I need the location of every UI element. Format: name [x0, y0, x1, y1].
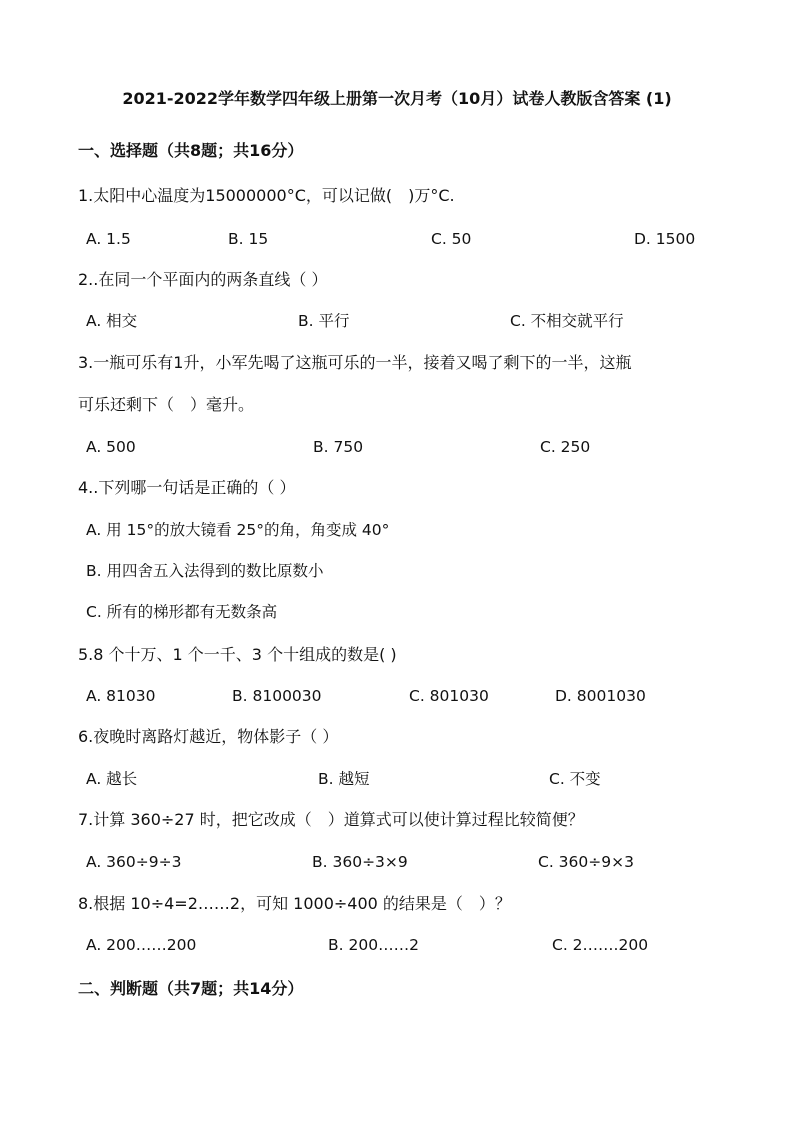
- q5-option-a[interactable]: A. 81030: [86, 687, 156, 705]
- q5-option-d[interactable]: D. 8001030: [555, 687, 646, 705]
- question-3: 3.一瓶可乐有1升，小军先喝了这瓶可乐的一半，接着又喝了剩下的一半，这瓶: [78, 353, 632, 372]
- q5-option-b[interactable]: B. 8100030: [232, 687, 322, 705]
- q7-option-c[interactable]: C. 360÷9×3: [538, 853, 634, 871]
- q1-option-a[interactable]: A. 1.5: [86, 230, 131, 248]
- question-7: 7.计算 360÷27 时，把它改成（ ）道算式可以使计算过程比较简便？: [78, 810, 584, 829]
- q4-option-b[interactable]: B. 用四舍五入法得到的数比原数小: [86, 562, 324, 580]
- question-2: 2..在同一个平面内的两条直线（ ）: [78, 270, 328, 289]
- question-6: 6.夜晚时离路灯越近，物体影子（ ）: [78, 727, 339, 746]
- section-heading-choice: 一、选择题（共8题；共16分）: [78, 141, 304, 160]
- q8-option-a[interactable]: A. 200……200: [86, 936, 197, 954]
- q6-option-a[interactable]: A. 越长: [86, 770, 138, 788]
- q7-option-b[interactable]: B. 360÷3×9: [312, 853, 408, 871]
- q1-option-b[interactable]: B. 15: [228, 230, 269, 248]
- q8-option-b[interactable]: B. 200……2: [328, 936, 419, 954]
- question-1: 1.太阳中心温度为15000000°C，可以记做( )万°C.: [78, 186, 455, 205]
- q4-option-a[interactable]: A. 用 15°的放大镜看 25°的角，角变成 40°: [86, 521, 390, 539]
- question-3-continued: 可乐还剩下（ ）毫升。: [78, 395, 255, 414]
- q3-option-a[interactable]: A. 500: [86, 438, 136, 456]
- q2-option-c[interactable]: C. 不相交就平行: [510, 312, 624, 330]
- page-title: 2021-2022学年数学四年级上册第一次月考（10月）试卷人教版含答案 (1): [122, 89, 672, 108]
- q6-option-c[interactable]: C. 不变: [549, 770, 601, 788]
- q1-option-d[interactable]: D. 1500: [634, 230, 696, 248]
- q5-option-c[interactable]: C. 801030: [409, 687, 489, 705]
- q8-option-c[interactable]: C. 2…….200: [552, 936, 649, 954]
- question-5: 5.8 个十万、1 个一千、3 个十组成的数是( ): [78, 645, 397, 664]
- q2-option-b[interactable]: B. 平行: [298, 312, 350, 330]
- q2-option-a[interactable]: A. 相交: [86, 312, 138, 330]
- question-4: 4..下列哪一句话是正确的（ ）: [78, 478, 296, 497]
- q6-option-b[interactable]: B. 越短: [318, 770, 370, 788]
- q4-option-c[interactable]: C. 所有的梯形都有无数条高: [86, 603, 278, 621]
- q3-option-b[interactable]: B. 750: [313, 438, 364, 456]
- section-heading-judgement: 二、判断题（共7题；共14分）: [78, 979, 304, 998]
- q3-option-c[interactable]: C. 250: [540, 438, 591, 456]
- question-8: 8.根据 10÷4=2……2，可知 1000÷400 的结果是（ ）？: [78, 894, 511, 913]
- q1-option-c[interactable]: C. 50: [431, 230, 472, 248]
- q7-option-a[interactable]: A. 360÷9÷3: [86, 853, 182, 871]
